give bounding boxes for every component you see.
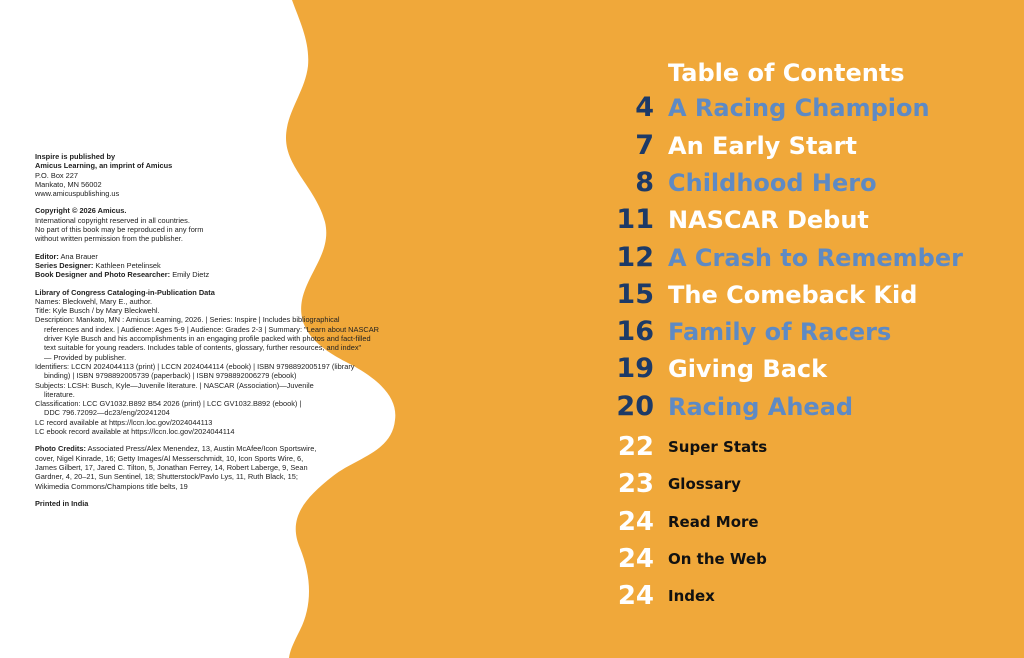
photo-credits-line: Gardner, 4, 20–21, Sun Sentinel, 18; Shutterstock/Pavlo Lys, 11, Ruth Black, 15; [35,472,298,482]
printed-block [35,499,380,508]
publisher-imprint: Amicus Learning, an imprint of Amicus [35,161,173,171]
toc-page-number: 4 [635,92,654,123]
toc-page-number: 7 [635,130,654,161]
toc-back-title: On the Web [668,550,767,568]
toc-page-number: 24 [617,544,654,574]
photo-credits-block [35,444,380,490]
cip-line: driver Kyle Busch and his accomplishments in an engaging profile packed with photos and fact-filled [44,334,371,344]
photo-credits-line: cover, Nigel Kinrade, 16; Getty Images/Al Messerschmidt, 10, Icon Sports Wire, 6, [35,453,304,463]
photo-credits-line: Associated Press/Alex Menendez, 13, Austin McAfee/Icon Sportswire, [85,444,317,454]
toc-chapter-title: Giving Back [668,355,828,383]
series-designer-label: Series Designer: [35,260,94,270]
toc-page-number: 15 [616,279,654,310]
toc-page-number: 11 [616,204,654,235]
cip-line: Names: Bleckwehl, Mary E., author. [35,296,153,306]
cip-line: literature. [44,389,75,399]
toc-back-title: Super Stats [668,438,768,456]
toc-page-number: 24 [617,507,654,537]
cip-line: Classification: LCC GV1032.B892 B54 2026 (print) | LCC GV1032.B892 (ebook) | [35,399,302,409]
photo-credits-line: Wikimedia Commons/Champions title belts, 19 [35,481,188,491]
toc-page-number: 12 [616,242,654,273]
cip-line: text suitable for young readers. Includes table of contents, glossary, further resources, and index" [44,343,362,353]
cip-heading: Library of Congress Cataloging-in-Publication Data [35,287,215,297]
toc-page-number: 19 [616,353,654,384]
cip-line: — Provided by publisher. [44,352,127,362]
toc-page-number: 20 [616,391,654,422]
cip-line: LC ebook record available at https://lccn.loc.gov/2024044114 [35,427,235,437]
book-designer-label: Book Designer and Photo Researcher: [35,270,171,280]
editor-label: Editor: [35,251,59,261]
cip-line: DDC 796.72092—dc23/eng/20241204 [44,408,170,418]
credits-block [35,252,380,280]
rights-line-1: International copyright reserved in all countries. [35,215,190,225]
toc-back-title: Index [668,587,715,605]
cip-block [35,288,380,437]
rights-line-3: without written permission from the publisher. [35,234,183,244]
rights-block [35,206,380,243]
toc-title: Table of Contents [668,59,905,87]
toc-back-title: Read More [668,513,759,531]
publisher-website: www.amicuspublishing.us [35,189,120,199]
publisher-block [35,152,380,198]
publisher-city: Mankato, MN 56002 [35,179,102,189]
toc-chapter-title: Childhood Hero [668,169,877,197]
publisher-line: Inspire is published by [35,152,116,161]
toc-chapter-title: The Comeback Kid [668,281,918,309]
toc-chapter-title: A Racing Champion [668,94,930,122]
cip-line: references and index. | Audience: Ages 5-9 | Audience: Grades 2-3 | Summary: "Learn about NASCAR [44,324,379,334]
toc-page-number: 16 [616,316,654,347]
toc-page-number: 24 [617,581,654,611]
toc-chapter-title: A Crash to Remember [668,244,963,272]
cip-line: Subjects: LCSH: Busch, Kyle—Juvenile literature. | NASCAR (Association)—Juvenile [35,380,314,390]
toc-chapter-title: Family of Racers [668,318,892,346]
toc-chapter-title: Racing Ahead [668,393,854,421]
toc-page-number: 22 [617,432,654,462]
cip-line: Title: Kyle Busch / by Mary Bleckwehl. [35,306,160,316]
copyright-line: Copyright © 2026 Amicus. [35,206,127,216]
photo-credits-line: James Gilbert, 17, Jared C. Tilton, 5, Jonathan Ferrey, 14, Robert Laberge, 9, Sean [35,462,308,472]
toc-chapter-title: An Early Start [668,132,857,160]
cip-line: Identifiers: LCCN 2024044113 (print) | LCCN 2024044114 (ebook) | ISBN 9798892005197 (library [35,361,355,371]
toc-chapter-title: NASCAR Debut [668,206,869,234]
toc-page-number: 8 [635,167,654,198]
printed-in: Printed in India [35,498,89,508]
series-designer-name: Kathleen Petelinsek [95,260,161,270]
cip-line: binding) | ISBN 9798892005739 (paperback) | ISBN 9798892006279 (ebook) [44,371,297,381]
photo-credits-label: Photo Credits: [35,444,86,454]
toc-back-title: Glossary [668,475,741,493]
book-designer-name: Emily Dietz [172,270,210,280]
toc-page-number: 23 [617,469,654,499]
copyright-page [35,152,380,516]
rights-line-2: No part of this book may be reproduced in any form [35,225,204,235]
editor-name: Ana Brauer [60,251,98,261]
publisher-pobox: P.O. Box 227 [35,170,79,180]
cip-line: LC record available at https://lccn.loc.gov/2024044113 [35,417,213,427]
cip-line: Description: Mankato, MN : Amicus Learning, 2026. | Series: Inspire | Includes bibliographical [35,315,340,325]
